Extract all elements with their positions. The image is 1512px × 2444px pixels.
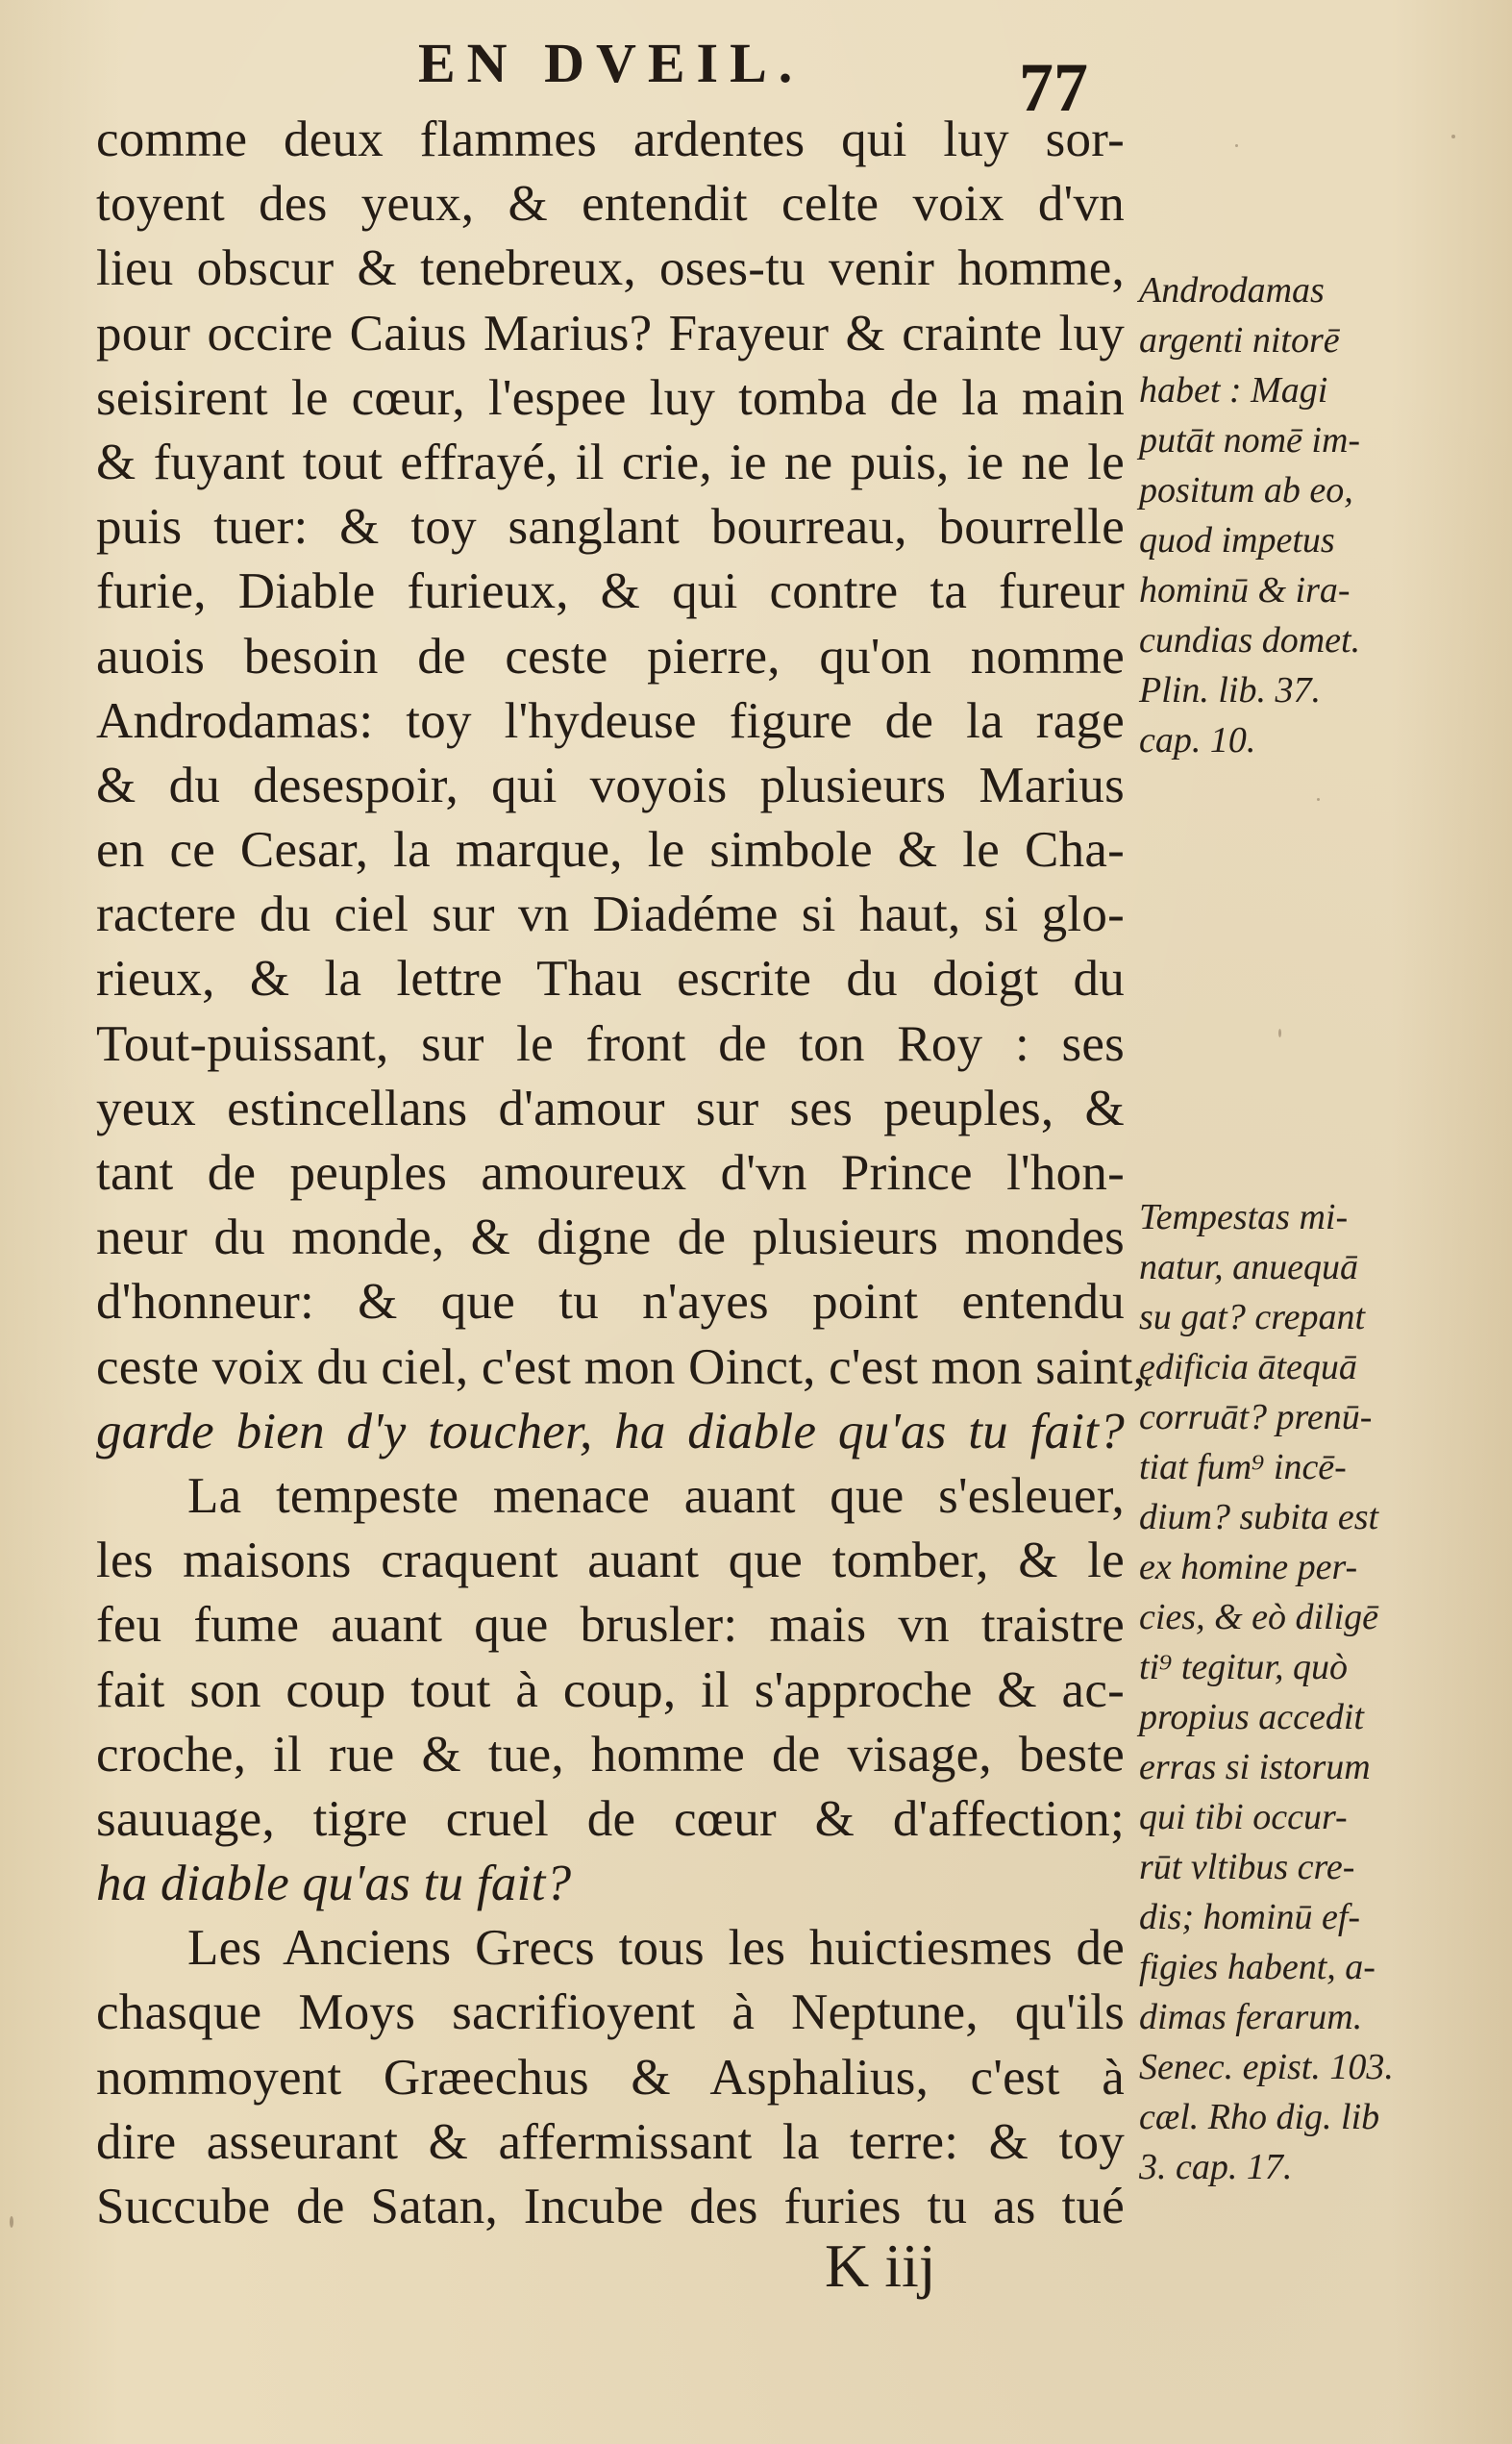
main-text-line: d'honneur: & que tu n'ayes point entendu <box>96 1274 1125 1331</box>
page-header <box>0 31 1512 126</box>
main-text-line: Tout-puissant, sur le front de ton Roy : ses <box>96 1015 1125 1072</box>
main-text-line: tant de peuples amoureux d'vn Prince l'hon- <box>96 1145 1125 1201</box>
margin-note-line: ti⁹ tegitur, quò <box>1139 1647 1348 1687</box>
main-text-column <box>96 108 1147 2239</box>
main-text-line: sauuage, tigre cruel de cœur & d'affection; <box>96 1790 1125 1847</box>
main-text-line: rieux, & la lettre Thau escrite du doigt du <box>96 951 1125 1008</box>
main-text-line: toyent des yeux, & entendit celte voix d'vn <box>96 176 1125 233</box>
margin-note-line: habet : Magi <box>1139 370 1328 411</box>
paper-speck <box>1317 798 1320 801</box>
main-text-line: neur du monde, & digne de plusieurs mondes <box>96 1210 1125 1266</box>
main-text-line: garde bien d'y toucher, ha diable qu'as tu fait? <box>96 1403 1125 1459</box>
main-text-line: seisirent le cœur, l'espee luy tomba de la main <box>96 369 1125 426</box>
margin-note-line: tiat fum⁹ incē- <box>1139 1447 1347 1487</box>
main-text-line: ceste voix du ciel, c'est mon Oinct, c'est mon saint, <box>96 1338 1147 1395</box>
main-text-line: chasque Moys sacrifioyent à Neptune, qu'ils <box>96 1984 1125 2041</box>
margin-note-line: figies habent, a- <box>1139 1947 1376 1987</box>
running-head: EN DVEIL. <box>418 32 805 94</box>
signature-mark: K iij <box>825 2232 936 2300</box>
margin-note-line: 3. cap. 17. <box>1139 2147 1293 2187</box>
paper-speck <box>1278 1029 1281 1037</box>
margin-note-line: positum ab eo, <box>1139 470 1353 511</box>
margin-note-line: cundias domet. <box>1139 620 1361 661</box>
main-text-line: les maisons craquent auant que tomber, & le <box>96 1533 1125 1589</box>
main-text-line: comme deux flammes ardentes qui luy sor- <box>96 112 1125 167</box>
main-text-line: pour occire Caius Marius? Frayeur & crainte luy <box>96 305 1125 362</box>
main-text-line: & fuyant tout effrayé, il crie, ie ne puis, ie ne le <box>96 434 1125 490</box>
margin-note-line: qui tibi occur- <box>1139 1797 1348 1837</box>
margin-note-line: ędificia ātequā <box>1139 1347 1357 1387</box>
main-text-line: dire asseurant & affermissant la terre: & toy <box>96 2113 1125 2170</box>
main-text-line: lieu obscur & tenebreux, oses-tu venir homme, <box>96 240 1125 297</box>
main-text-line: fait son coup tout à coup, il s'approche & ac- <box>96 1661 1125 1718</box>
margin-note-line: Senec. epist. 103. <box>1139 2047 1394 2087</box>
main-text-line: yeux estincellans d'amour sur ses peuples, & <box>96 1080 1125 1136</box>
main-text-line: Succube de Satan, Incube des furies tu as tué <box>96 2179 1125 2234</box>
paper-speck <box>1235 144 1238 147</box>
main-text-line: feu fume auant que brusler: mais vn traistre <box>96 1597 1125 1654</box>
main-text-line: en ce Cesar, la marque, le simbole & le Cha- <box>96 822 1125 879</box>
page-number: 77 <box>1019 49 1088 126</box>
main-text-line: Androdamas: toy l'hydeuse figure de la rage <box>96 692 1125 749</box>
margin-note-line: Tempestas mi- <box>1139 1197 1349 1237</box>
margin-note-line: dium? subita est <box>1139 1497 1379 1537</box>
margin-note-line: Plin. lib. 37. <box>1139 670 1321 711</box>
paper-speck <box>1451 135 1455 138</box>
margin-note-tempestas <box>1139 1192 1456 2192</box>
main-text-line: ha diable qu'as tu fait? <box>96 1856 572 1912</box>
main-text-line: croche, il rue & tue, homme de visage, beste <box>96 1726 1125 1783</box>
margin-note-line: corruāt? prenū- <box>1139 1397 1373 1437</box>
margin-note-line: su gat? crepant <box>1139 1297 1366 1337</box>
margin-note-line: dis; hominū ef- <box>1139 1897 1361 1937</box>
margin-note-line: hominū & ira- <box>1139 570 1351 611</box>
margin-note-line: argenti nitorē <box>1139 320 1340 361</box>
margin-note-line: cæl. Rho dig. lib <box>1139 2097 1380 2137</box>
main-text-line: auois besoin de ceste pierre, qu'on nomme <box>96 628 1125 685</box>
main-text-line: puis tuer: & toy sanglant bourreau, bourrelle <box>96 499 1125 556</box>
margin-note-line: natur, anuequā <box>1139 1247 1358 1287</box>
margin-note-androdamas <box>1139 265 1456 765</box>
margin-note-line: dimas ferarum. <box>1139 1997 1363 2037</box>
margin-note-line: ex homine per- <box>1139 1547 1358 1587</box>
margin-note-line: propius accedit <box>1139 1697 1364 1737</box>
margin-note-line: putāt nomē im- <box>1139 420 1361 461</box>
main-text-line: nommoyent Græechus & Asphalius, c'est à <box>96 2049 1125 2106</box>
margin-note-line: Androdamas <box>1139 270 1325 311</box>
margin-note-line: quod impetus <box>1139 520 1335 561</box>
main-text-line: furie, Diable furieux, & qui contre ta fureur <box>96 563 1125 620</box>
main-text-line: ractere du ciel sur vn Diadéme si haut, si glo- <box>96 886 1125 943</box>
paper-speck <box>10 2216 13 2228</box>
main-text-line: La tempeste menace auant que s'esleuer, <box>187 1467 1125 1524</box>
margin-note-line: cap. 10. <box>1139 720 1256 761</box>
margin-note-line: erras si istorum <box>1139 1747 1371 1787</box>
main-text-line: Les Anciens Grecs tous les huictiesmes de <box>187 1920 1125 1977</box>
main-text-line: & du desespoir, qui voyois plusieurs Marius <box>96 757 1125 813</box>
margin-note-line: rūt vltibus cre- <box>1139 1847 1355 1887</box>
margin-note-line: cies, & eò diligē <box>1139 1597 1379 1637</box>
